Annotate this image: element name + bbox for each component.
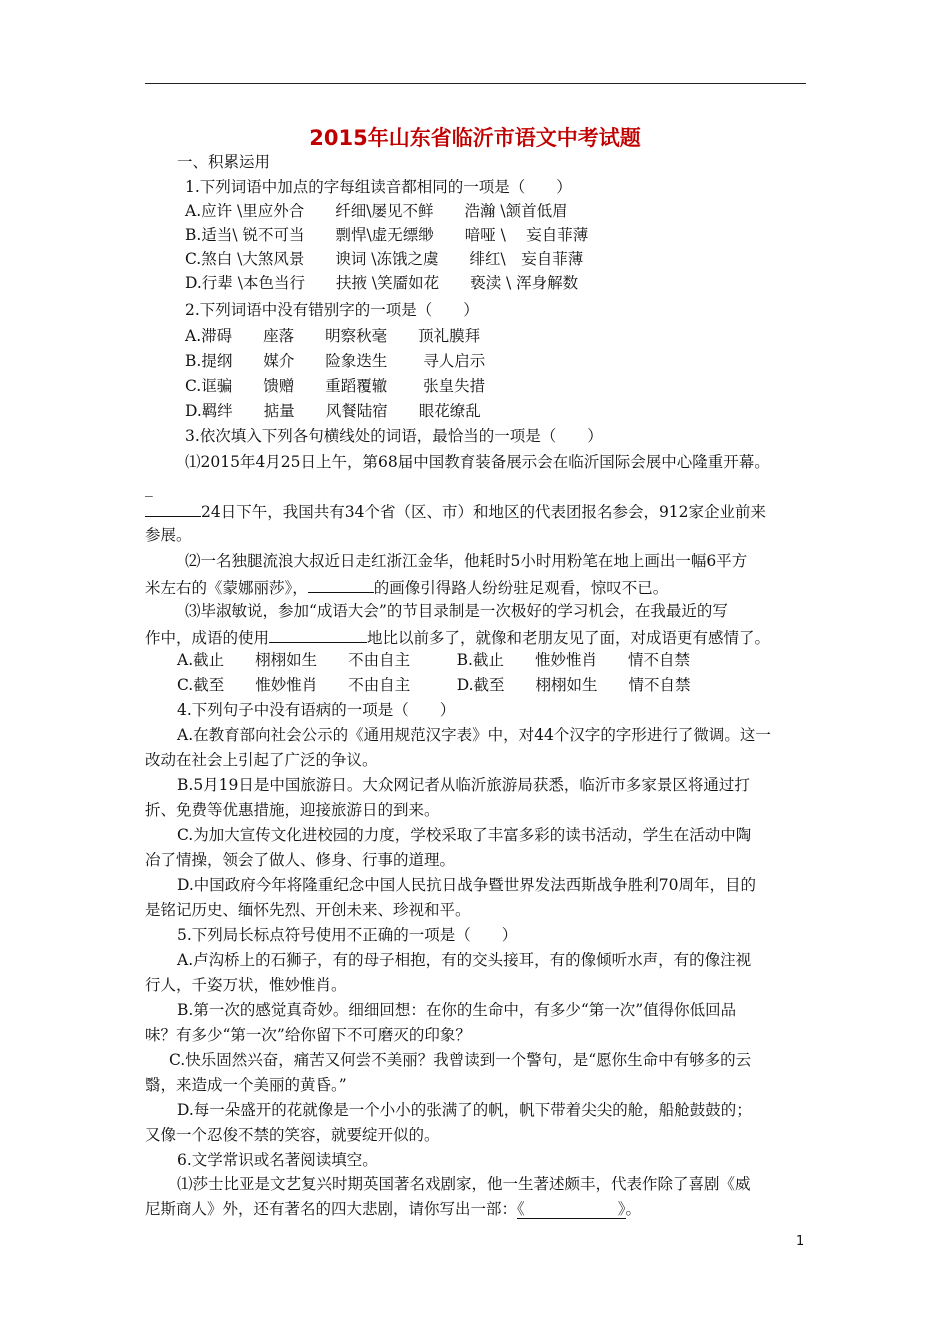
q4-option-c-line2: 冶了情操，领会了做人、修身、行事的道理。 <box>145 851 456 869</box>
q3-sentence1-dash: _ <box>145 479 153 497</box>
q1-option-d: D.行辈 \本色当行 扶掖 \笑靥如花 亵渎 \ 浑身解数 <box>185 274 579 292</box>
q1-stem: 1.下列词语中加点的字每组读音都相同的一项是（ ） <box>185 178 572 196</box>
q3-options-ab: A.截止 栩栩如生 不由自主 B.截止 惟妙惟肖 情不自禁 <box>177 651 690 669</box>
q4-option-d-line1: D.中国政府今年将隆重纪念中国人民抗日战争暨世界发法西斯战争胜利70周年，目的 <box>177 876 757 894</box>
q2-option-a: A.滞碍 座落 明察秋毫 顶礼膜拜 <box>185 327 481 345</box>
q3-blank-3[interactable] <box>269 624 367 643</box>
q3-sentence2-line2 <box>145 574 668 600</box>
q5-option-d-line1: D.每一朵盛开的花就像是一个小小的张满了的帆，帆下带着尖尖的舱，船舱鼓鼓的； <box>177 1101 752 1119</box>
q3-sentence3-line2-end: 地比以前多了，就像和老朋友见了面，对成语更有感情了。 <box>367 629 771 647</box>
q4-option-b-line1: B.5月19日是中国旅游日。大众网记者从临沂旅游局获悉，临沂市多家景区将通过打 <box>177 776 750 794</box>
section-heading: 一、积累运用 <box>177 153 271 171</box>
q5-option-c-line2: 翳，来造成一个美丽的黄昏。” <box>145 1076 347 1094</box>
q6-stem: 6.文学常识或名著阅读填空。 <box>177 1151 378 1169</box>
q4-option-a-line2: 改动在社会上引起了广泛的争议。 <box>145 751 378 769</box>
q3-options-cd: C.截至 惟妙惟肖 不由自主 D.截至 栩栩如生 情不自禁 <box>177 676 691 694</box>
q3-sentence1-line2-text: 24日下午，我国共有34个省（区、市）和地区的代表团报名参会，912家企业前来 <box>201 503 767 521</box>
q6-sentence1-line2 <box>145 1197 641 1221</box>
q1-option-c: C.煞白 \大煞风景 谀词 \冻饿之虞 绯红\ 妄自菲薄 <box>185 250 584 268</box>
q3-sentence2-line2-end: 的画像引得路人纷纷驻足观看，惊叹不已。 <box>373 579 669 597</box>
q5-stem: 5.下列局长标点符号使用不正确的一项是（ ） <box>177 926 518 944</box>
q3-sentence1-line3: 参展。 <box>145 526 192 544</box>
q5-option-b-line1: B.第一次的感觉真奇妙。细细回想：在你的生命中，有多少“第一次”值得你低回品 <box>177 1001 737 1019</box>
q4-option-a-line1: A.在教育部向社会公示的《通用规范汉字表》中，对44个汉字的字形进行了微调。这一 <box>177 726 771 744</box>
page-number: 1 <box>796 1234 805 1249</box>
q3-sentence3-line2-start: 作中，成语的使用 <box>145 629 270 647</box>
header-rule <box>145 83 806 84</box>
q3-sentence1-line2 <box>145 498 766 524</box>
q2-stem: 2.下列词语中没有错别字的一项是（ ） <box>185 301 479 319</box>
q4-stem: 4.下列句子中没有语病的一项是（ ） <box>177 701 456 719</box>
q3-sentence2-line2-start: 米左右的《蒙娜丽莎》， <box>145 579 308 597</box>
q4-option-b-line2: 折、免费等优惠措施，迎接旅游日的到来。 <box>145 801 440 819</box>
q5-option-c-line1: C.快乐固然兴奋，痛苦又何尝不美丽？我曾读到一个警句，是“愿你生命中有够多的云 <box>169 1051 752 1069</box>
q5-option-b-line2: 味？有多少“第一次”给你留下不可磨灭的印象？ <box>145 1026 471 1044</box>
q3-blank-1[interactable] <box>145 498 201 517</box>
q4-option-c-line1: C.为加大宣传文化进校园的力度，学校采取了丰富多彩的读书活动，学生在活动中陶 <box>177 826 752 844</box>
q3-sentence1-line1: ⑴2015年4月25日上午，第68届中国教育装备展示会在临沂国际会展中心隆重开幕。 <box>185 453 770 471</box>
q6-sentence1-line2-end: 。 <box>625 1200 642 1218</box>
q1-option-b: B.适当\ 锐不可当 剽悍\虚无缥缈 喑哑 \ 妄自菲薄 <box>185 226 589 244</box>
q2-option-d: D.羁绊 掂量 风餐陆宿 眼花缭乱 <box>185 402 481 420</box>
page-title: 2015年山东省临沂市语文中考试题 <box>309 126 641 150</box>
q3-blank-2[interactable] <box>308 574 374 593</box>
q3-sentence3-line1: ⑶毕淑敏说，参加“成语大会”的节目录制是一次极好的学习机会，在我最近的写 <box>185 602 728 620</box>
q4-option-d-line2: 是铭记历史、缅怀先烈、开创未来、珍视和平。 <box>145 901 471 919</box>
q6-sentence1-line2-text: 尼斯商人》外，还有著名的四大悲剧，请你写出一部： <box>145 1200 518 1218</box>
q6-blank-1[interactable]: 《 》 <box>517 1200 626 1218</box>
q2-option-c: C.诓骗 馈赠 重蹈覆辙 张皇失措 <box>185 377 486 395</box>
q6-sentence1-line1: ⑴莎士比亚是文艺复兴时期英国著名戏剧家，他一生著述颇丰，代表作除了喜剧《威 <box>177 1175 751 1193</box>
q5-option-a-line1: A.卢沟桥上的石狮子，有的母子相抱，有的交头接耳，有的像倾听水声，有的像注视 <box>177 951 752 969</box>
q2-option-b: B.提纲 媒介 险象迭生 寻人启示 <box>185 352 486 370</box>
q3-sentence3-line2 <box>145 624 770 650</box>
q3-stem: 3.依次填入下列各句横线处的词语，最恰当的一项是（ ） <box>185 427 603 445</box>
q3-sentence2-line1: ⑵一名独腿流浪大叔近日走红浙江金华，他耗时5小时用粉笔在地上画出一幅6平方 <box>185 552 748 570</box>
q5-option-d-line2: 又像一个忍俊不禁的笑容，就要绽开似的。 <box>145 1126 440 1144</box>
q1-option-a: A.应许 \里应外合 纤细\屡见不鲜 浩瀚 \颔首低眉 <box>185 202 568 220</box>
q5-option-a-line2: 行人，千姿万状，惟妙惟肖。 <box>145 976 347 994</box>
